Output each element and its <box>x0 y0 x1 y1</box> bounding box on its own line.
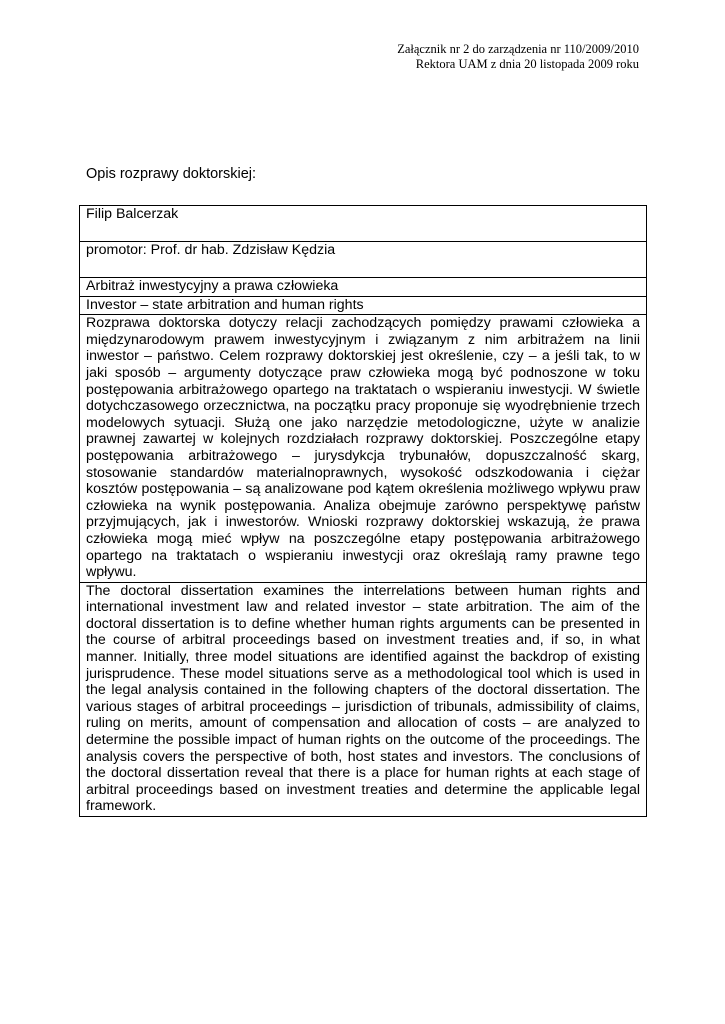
title-pl-row <box>80 278 647 297</box>
abstract-polish: Rozprawa doktorska dotyczy relacji zachodzących pomiędzy prawami człowieka a międzynarodowym prawem inwestycyjnym i związanym z nim arbitrażem na linii inwestor – państwo. Celem rozprawy doktorskiej jest określenie, czy – a jeśli tak, to w jaki sposób – argumenty dotyczące praw człowieka mogą być podnoszone w toku postępowania arbitrażowego opartego na traktatach o wspieraniu inwestycji. W świetle dotychczasowego orzecznictwa, na początku pracy proponuje się wyodrębnienie trzech modelowych sytuacji. Służą one jako narzędzie metodologiczne, użyte w analizie prawnej zawartej w kolejnych rozdziałach rozprawy doktorskiej. Poszczególne etapy postępowania arbitrażowego – jurysdykcja trybunałów, dopuszczalność skarg, stosowanie standardów materialnoprawnych, wysokość odszkodowania i ciężar kosztów postępowania – są analizowane pod kątem określenia możliwego wpływu praw człowieka na wynik postępowania. Analiza obejmuje zarówno perspektywę państw przyjmujących, jak i inwestorów. Wnioski rozprawy doktorskiej wskazują, że prawa człowieka mogą mieć wpływ na poszczególne etapy postępowania arbitrażowego opartego na traktatach o wspieraniu inwestycji oraz określają ramy prawne tego wpływu. <box>80 315 647 583</box>
dissertation-description-table <box>79 205 647 817</box>
abstract-pl-row <box>80 315 647 583</box>
document-heading: Opis rozprawy doktorskiej: <box>86 166 257 182</box>
attachment-header <box>397 42 639 72</box>
dissertation-title-polish: Arbitraż inwestycyjny a prawa człowieka <box>80 278 647 297</box>
attachment-header-line-2: Rektora UAM z dnia 20 listopada 2009 roku <box>415 57 639 71</box>
title-en-row <box>80 296 647 315</box>
abstract-en-row <box>80 582 647 816</box>
dissertation-title-english: Investor – state arbitration and human rights <box>80 296 647 315</box>
abstract-english: The doctoral dissertation examines the interrelations between human rights and international investment law and related investor – state arbitration. The aim of the doctoral dissertation is to define whether human rights arguments can be presented in the course of arbitral proceedings based on investment treaties and, if so, in what manner. Initially, three model situations are identified against the backdrop of existing jurisprudence. These model situations serve as a methodological tool which is used in the legal analysis contained in the following chapters of the doctoral dissertation. The various stages of arbitral proceedings – jurisdiction of tribunals, admissibility of claims, ruling on merits, amount of compensation and allocation of costs – are analyzed to determine the possible impact of human rights on the outcome of the proceedings. The analysis covers the perspective of both, host states and investors. The conclusions of the doctoral dissertation reveal that there is a place for human rights at each stage of arbitral proceedings based on investment treaties and determine the applicable legal framework. <box>80 582 647 816</box>
supervisor-row <box>80 242 647 278</box>
author-name: Filip Balcerzak <box>80 206 647 242</box>
supervisor-name: promotor: Prof. dr hab. Zdzisław Kędzia <box>80 242 647 278</box>
attachment-header-line-1: Załącznik nr 2 do zarządzenia nr 110/2009/2010 <box>397 42 639 56</box>
author-row <box>80 206 647 242</box>
